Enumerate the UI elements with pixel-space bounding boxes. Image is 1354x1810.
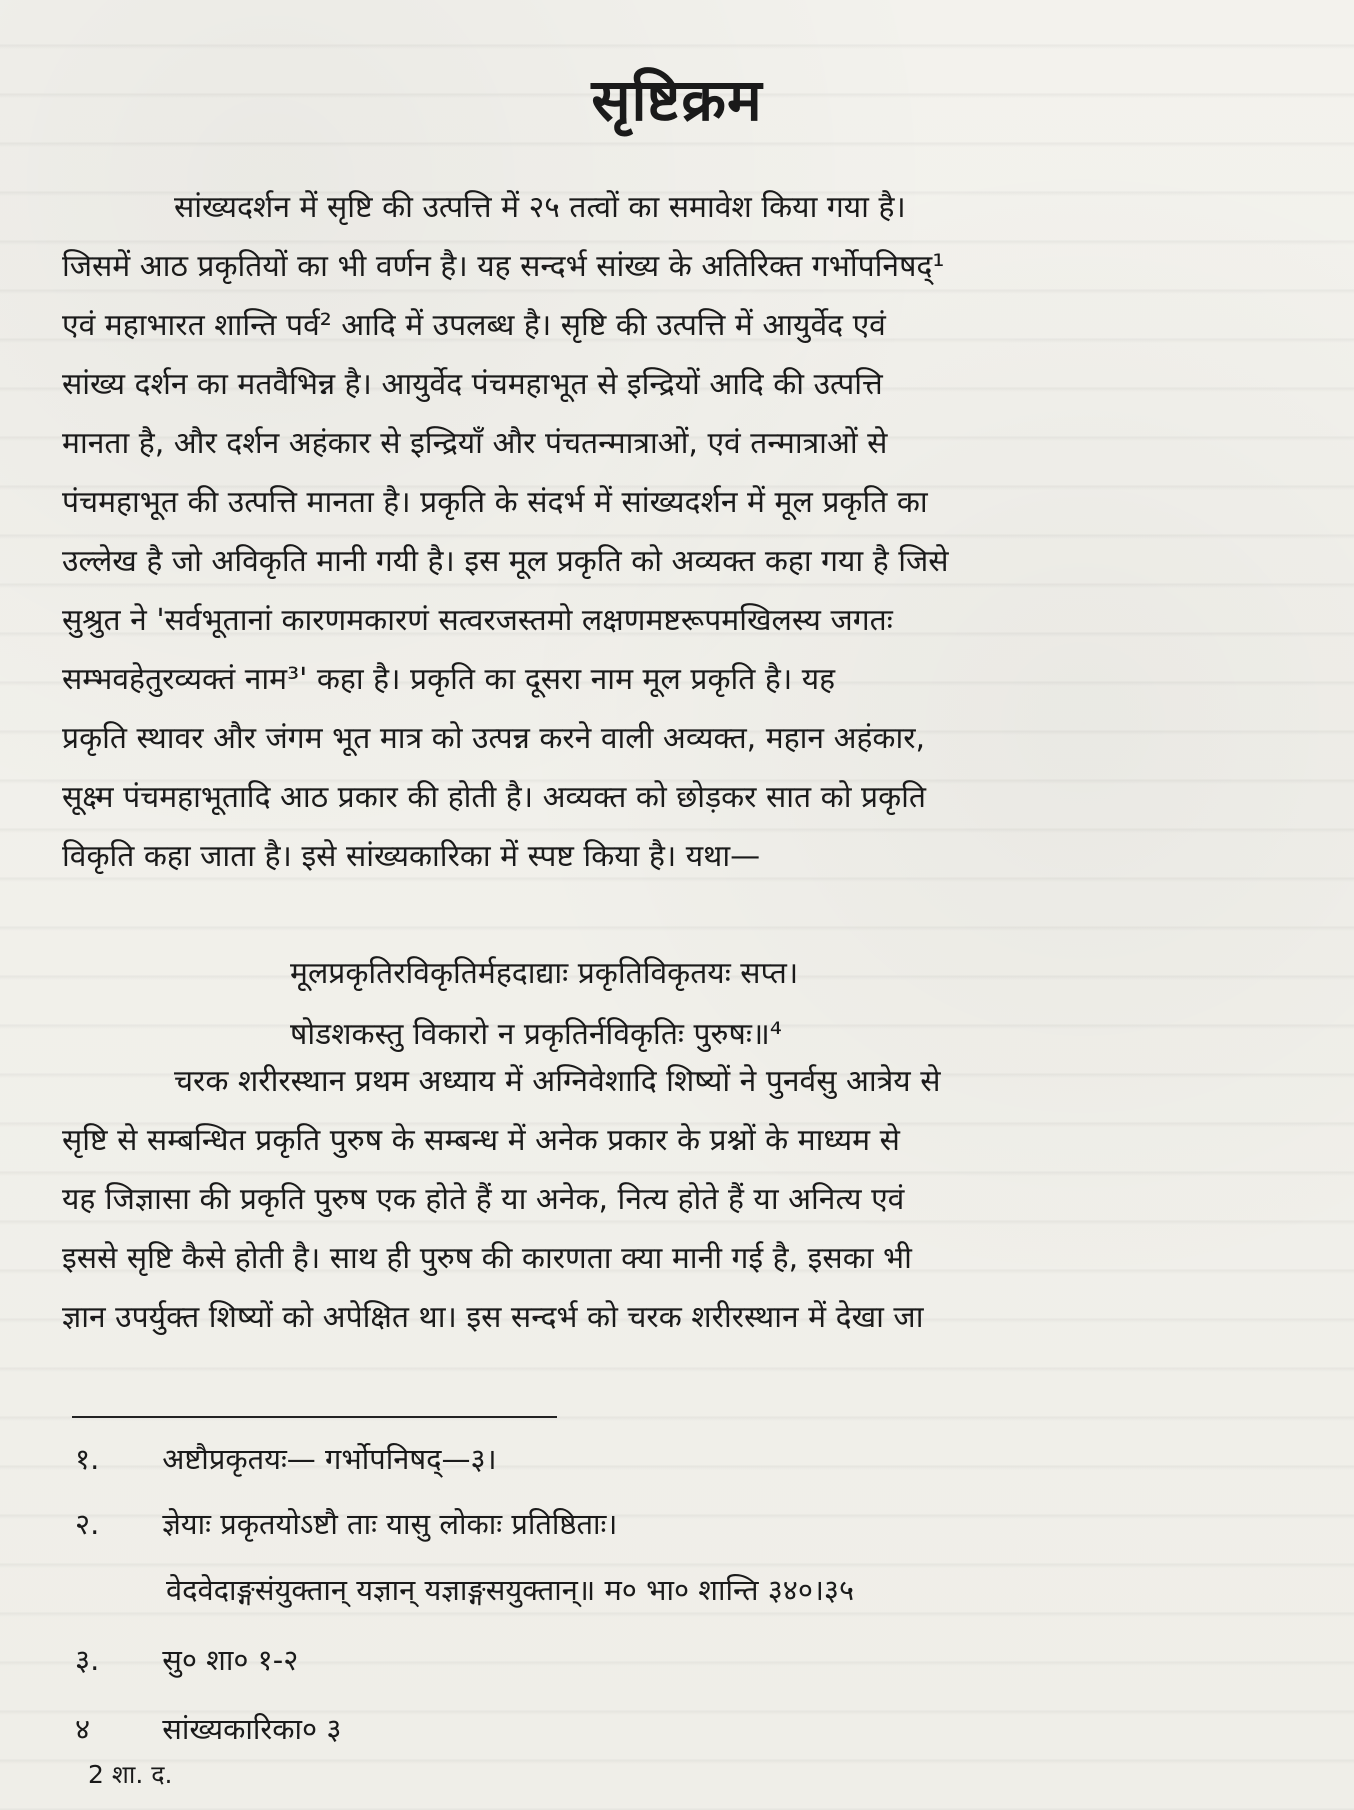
footnote-text: सु० शा० १-२ <box>162 1643 299 1677</box>
footnote-text: सांख्यकारिका० ३ <box>162 1712 342 1746</box>
main-paragraph-2 <box>62 1052 1297 1347</box>
page-title: सृष्टिक्रम <box>591 66 763 134</box>
footnote-number: ४ <box>75 1712 91 1746</box>
paragraph-line: चरक शरीरस्थान प्रथम अध्याय में अग्निवेशादि शिष्यों ने पुनर्वसु आत्रेय से <box>174 1064 941 1099</box>
footnote-text: ज्ञेयाः प्रकृतयोऽष्टौ ताः यासु लोकाः प्रतिष्ठिताः। <box>162 1507 618 1541</box>
footnote-divider <box>72 1416 557 1418</box>
footnote-number: ३. <box>75 1643 100 1677</box>
paragraph-line: सुश्रुत ने 'सर्वभूतानां कारणमकारणं सत्वरजस्तमो लक्षणमष्टरूपमखिलस्य जगतः <box>62 603 893 638</box>
paragraph-line: सांख्य दर्शन का मतवैभिन्न है। आयुर्वेद पंचमहाभूत से इन्द्रियों आदि की उत्पत्ति <box>62 367 883 402</box>
paragraph-line: विकृति कहा जाता है। इसे सांख्यकारिका में स्पष्ट किया है। यथा— <box>62 839 761 874</box>
paragraph-line: सम्भवहेतुरव्यक्तं नाम³' कहा है। प्रकृति का दूसरा नाम मूल प्रकृति है। यह <box>62 662 836 697</box>
paragraph-line: ज्ञान उपर्युक्त शिष्यों को अपेक्षित था। इस सन्दर्भ को चरक शरीरस्थान में देखा जा <box>62 1300 924 1335</box>
footnote-2-continuation <box>166 1567 1336 1613</box>
paragraph-line: सूक्ष्म पंचमहाभूतादि आठ प्रकार की होती है। अव्यक्त को छोड़कर सात को प्रकृति <box>62 780 926 815</box>
paragraph-line: सृष्टि से सम्बन्धित प्रकृति पुरुष के सम्बन्ध में अनेक प्रकार के प्रश्नों के माध्यम से <box>62 1123 900 1158</box>
paragraph-line: उल्लेख है जो अविकृति मानी गयी है। इस मूल प्रकृति को अव्यक्त कहा गया है जिसे <box>62 544 949 579</box>
footnote-1 <box>75 1436 1245 1482</box>
paragraph-line: सांख्यदर्शन में सृष्टि की उत्पत्ति में २५ तत्वों का समावेश किया गया है। <box>174 190 906 225</box>
footnote-number: २. <box>75 1507 100 1541</box>
paragraph-line: यह जिज्ञासा की प्रकृति पुरुष एक होते हैं या अनेक, नित्य होते हैं या अनित्य एवं <box>62 1182 905 1217</box>
verse-line-1: मूलप्रकृतिरविकृतिर्महदाद्याः प्रकृतिविकृतयः सप्त। <box>290 956 799 991</box>
paragraph-line: प्रकृति स्थावर और जंगम भूत मात्र को उत्पन्न करने वाली अव्यक्त, महान अहंकार, <box>62 721 926 756</box>
footnote-4 <box>75 1706 1245 1752</box>
paragraph-line: पंचमहाभूत की उत्पत्ति मानता है। प्रकृति के संदर्भ में सांख्यदर्शन में मूल प्रकृति का <box>62 485 928 520</box>
paragraph-line: जिसमें आठ प्रकृतियों का भी वर्णन है। यह सन्दर्भ सांख्य के अतिरिक्त गर्भोपनिषद्¹ <box>62 249 945 284</box>
footnote-number: १. <box>75 1442 100 1476</box>
footnote-text: वेदवेदाङ्गसंयुक्तान् यज्ञान् यज्ञाङ्गसयुक्तान्॥ म० भा० शान्ति ३४०।३५ <box>166 1573 855 1607</box>
footnote-2 <box>75 1501 1245 1547</box>
main-paragraph-1 <box>62 178 1297 886</box>
paragraph-line: एवं महाभारत शान्ति पर्व² आदि में उपलब्ध है। सृष्टि की उत्पत्ति में आयुर्वेद एवं <box>62 308 886 343</box>
footnote-text: अष्टौप्रकृतयः— गर्भोपनिषद्—३। <box>162 1442 497 1476</box>
paragraph-line: मानता है, और दर्शन अहंकार से इन्द्रियाँ और पंचतन्मात्राओं, एवं तन्मात्राओं से <box>62 426 888 461</box>
verse-line-2: षोडशकस्तु विकारो न प्रकृतिर्नविकृतिः पुरुषः॥⁴ <box>290 1017 782 1052</box>
paragraph-line: इससे सृष्टि कैसे होती है। साथ ही पुरुष की कारणता क्या मानी गई है, इसका भी <box>62 1241 912 1276</box>
footnote-3 <box>75 1637 1245 1683</box>
page-marker: 2 शा. द. <box>88 1760 173 1789</box>
